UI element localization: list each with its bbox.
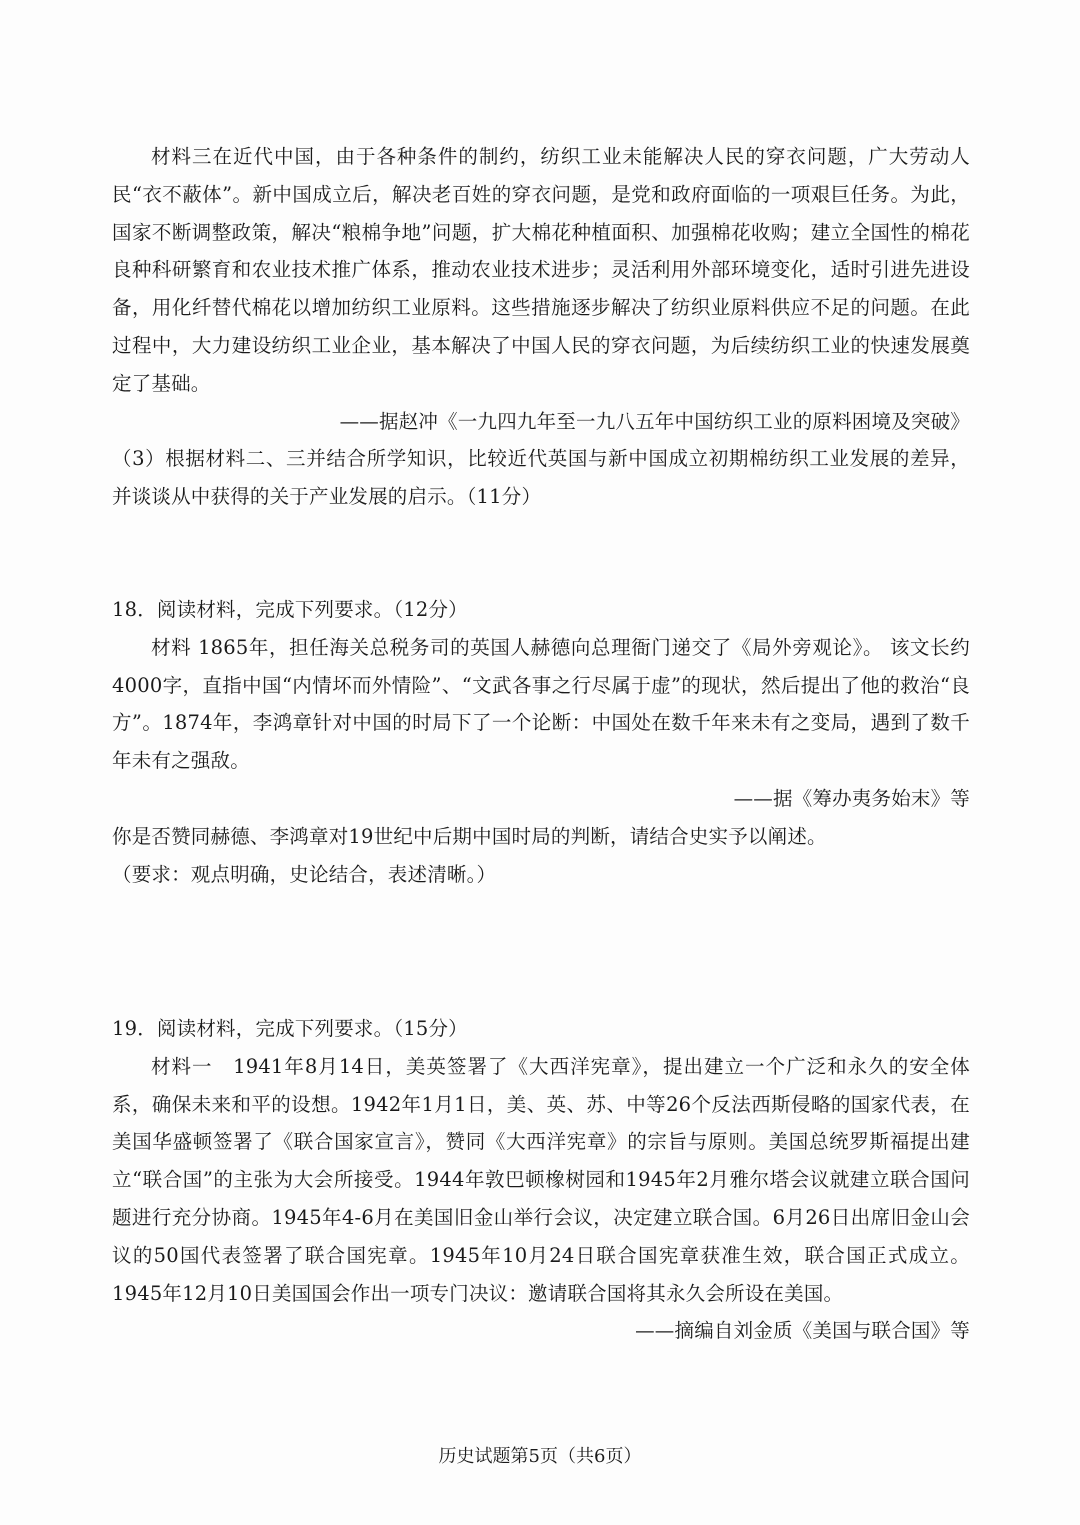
material-three-section (112, 138, 970, 516)
question-18-requirement: （要求：观点明确，史论结合，表述清晰。） (112, 862, 497, 886)
question-19-heading: 19．阅读材料，完成下列要求。（15分） (112, 1017, 468, 1040)
question-18-material (112, 629, 970, 780)
material-three-source: ——据赵冲《一九四九年至一九八五年中国纺织工业的原料困境及突破》 (339, 409, 970, 433)
question-18-prompt: 你是否赞同赫德、李鸿章对19世纪中后期中国时局的判断，请结合史实予以阐述。 (112, 824, 827, 848)
question-18-material-label: 材料 (151, 635, 192, 659)
material-three-text: 在近代中国，由于各种条件的制约，纺织工业未能解决人民的穿衣问题，广大劳动人民“衣不蔽体”。新中国成立后，解决老百姓的穿衣问题，是党和政府面临的一项艰巨任务。为此，国家不断调整政策，解决“粮棉争地”问题，扩大棉花种植面积、加强棉花收购；建立全国性的棉花良种科研繁育和农业技术推广体系，推动农业技术进步；灵活利用外部环境变化，适时引进先进设备，用化纤替代棉花以增加纺织工业原料。这些措施逐步解决了纺织业原料供应不足的问题。在此过程中，大力建设纺织工业企业，基本解决了中国人民的穿衣问题，为后续纺织工业的快速发展奠定了基础。 (112, 145, 970, 395)
question-3: （3）根据材料二、三并结合所学知识，比较近代英国与新中国成立初期棉纺织工业发展的差异，并谈谈从中获得的关于产业发展的启示。（11分） (112, 447, 970, 509)
material-three-label: 材料三 (151, 145, 213, 168)
question-19-material-one (112, 1048, 970, 1313)
question-19-material-one-text: 1941年8月14日，美英签署了《大西洋宪章》，提出建立一个广泛和永久的安全体系，确保未来和平的设想。1942年1月1日，美、英、苏、中等26个反法西斯侵略的国家代表，在美国华盛顿签署了《联合国家宣言》，赞同《大西洋宪章》的宗旨与原则。美国总统罗斯福提出建立“联合国”的主张为大会所接受。1944年敦巴顿橡树园和1945年2月雅尔塔会议就建立联合国问题进行充分协商。1945年4-6月在美国旧金山举行会议，决定建立联合国。6月26日出席旧金山会议的50国代表签署了联合国宪章。1945年10月24日联合国宪章获准生效，联合国正式成立。1945年12月10日美国国会作出一项专门决议：邀请联合国将其永久会所设在美国。 (112, 1054, 970, 1305)
question-18-source: ——据《筹办夷务始末》等 (733, 786, 970, 810)
question-19-material-one-label: 材料一 (151, 1054, 213, 1078)
question-18-material-text: 1865年，担任海关总税务司的英国人赫德向总理衙门递交了《局外旁观论》。 该文长约4000字，直指中国“内情坏而外情险”、“文武各事之行尽属于虚”的现状，然后提出了他的救治“良方”。1874年，李鸿章针对中国的时局下了一个论断：中国处在数千年来未有之变局，遇到了数千年未有之强敌。 (112, 635, 970, 773)
question-19-section (112, 1010, 970, 1350)
question-18-heading: 18．阅读材料，完成下列要求。（12分） (112, 598, 468, 621)
material-three-paragraph (112, 138, 970, 403)
page-footer: 历史试题第5页（共6页） (438, 1446, 642, 1467)
question-19-source: ——摘编自刘金质《美国与联合国》等 (635, 1319, 970, 1343)
question-18-section (112, 591, 970, 893)
